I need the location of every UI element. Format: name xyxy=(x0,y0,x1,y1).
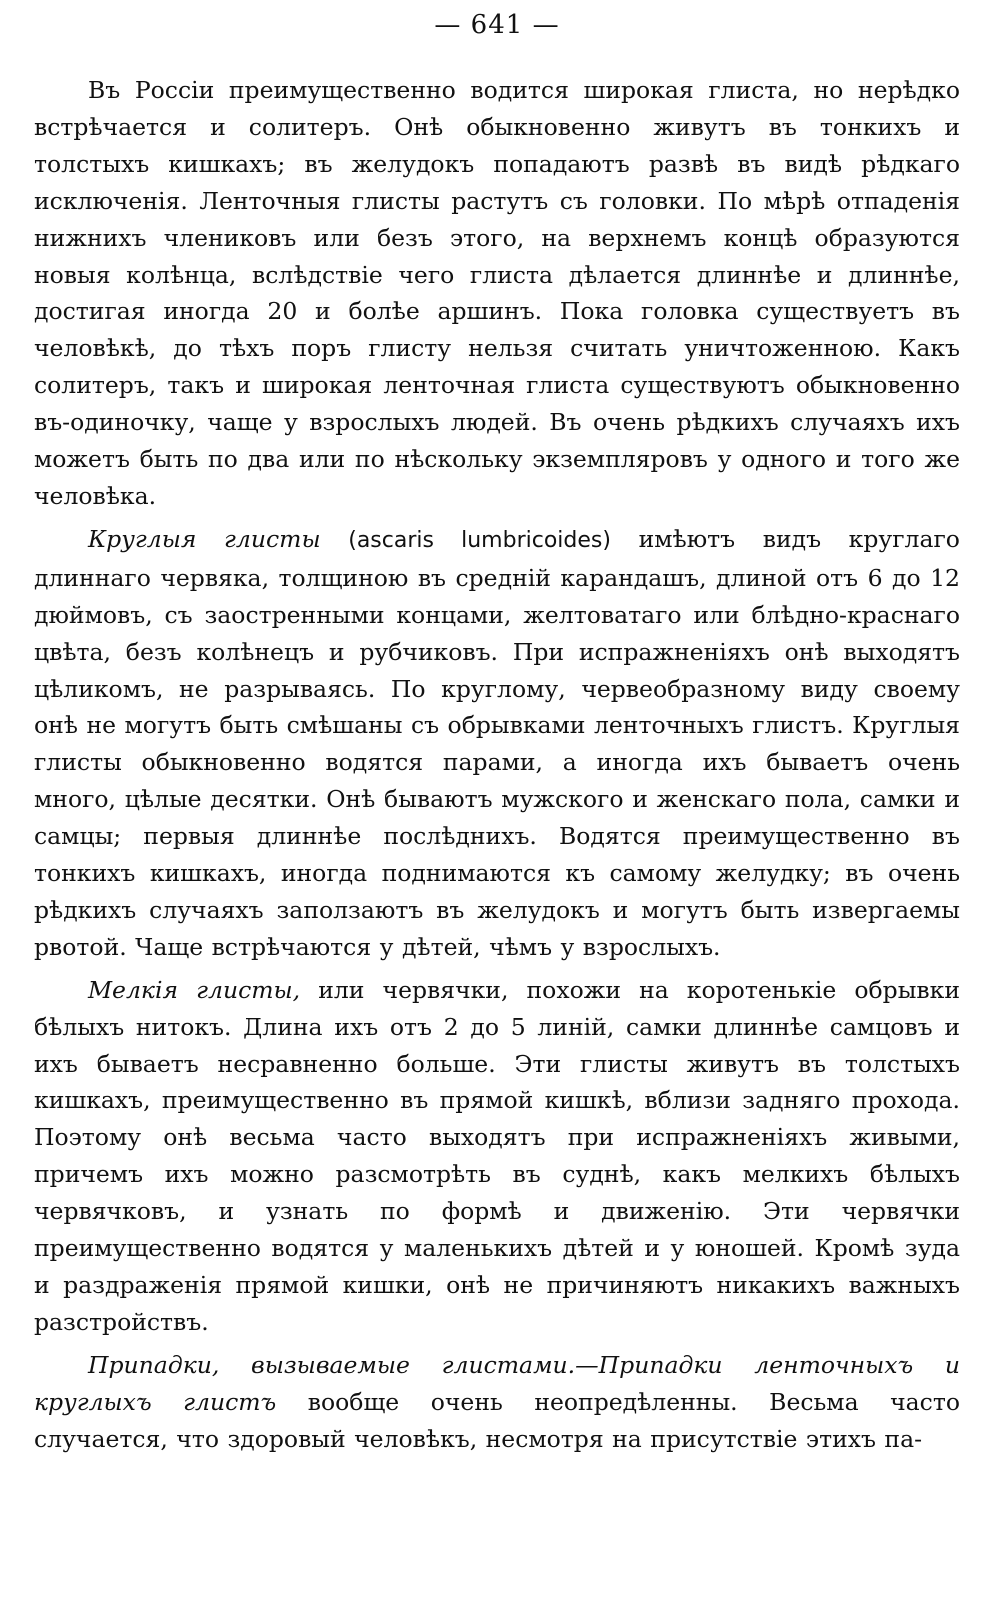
body-text xyxy=(34,72,960,1464)
paragraph-tapeworms xyxy=(34,72,960,515)
paragraph-symptoms xyxy=(34,1347,960,1458)
paragraph-text: или червячки, похожи на коротенькіе обрывки бѣлыхъ нитокъ. Длина ихъ отъ 2 до 5 линій, самки длиннѣе самцовъ и ихъ бываетъ несравненно больше. Эти глисты живутъ въ толстыхъ кишкахъ, преимущественно въ прямой кишкѣ, вблизи задняго прохода. Поэтому онѣ весьма часто выходятъ при испражненіяхъ живыми, причемъ ихъ можно разсмотрѣть въ суднѣ, какъ мелкихъ бѣлыхъ червячковъ, и узнать по формѣ и движенію. Эти червячки преимущественно водятся у маленькихъ дѣтей и у юношей. Кромѣ зуда и раздраженія прямой кишки, онѣ не причиняютъ никакихъ важныхъ разстройствъ. xyxy=(34,975,960,1336)
paragraph-text: имѣютъ видъ круглаго длиннаго червяка, толщиною въ средній карандашъ, длиной отъ 6 до 12 дюймовъ, съ заостренными концами, желтоватаго или блѣдно-краснаго цвѣта, безъ колѣнецъ и рубчиковъ. При испражненіяхъ онѣ выходятъ цѣликомъ, не разрываясь. По круглому, червеобразному виду своему онѣ не могутъ быть смѣшаны съ обрывками ленточныхъ глистъ. Круглыя глисты обыкновенно водятся парами, а иногда ихъ бываетъ очень много, цѣлые десятки. Онѣ бываютъ мужского и женскаго пола, самки и самцы; первыя длиннѣе послѣднихъ. Водятся преимущественно въ тонкихъ кишкахъ, иногда поднимаются къ самому желудку; въ очень рѣдкихъ случаяхъ заползаютъ въ желудокъ и могутъ быть извергаемы рвотой. Чаще встрѣчаются у дѣтей, чѣмъ у взрослыхъ. xyxy=(34,524,960,961)
paragraph-pinworms xyxy=(34,972,960,1341)
term-pinworms: Мелкія глисты, xyxy=(88,975,301,1004)
paragraph-roundworms xyxy=(34,521,960,966)
book-page xyxy=(34,0,960,1600)
page-number: — 641 — xyxy=(434,10,560,40)
paragraph-text: вообще очень неопредѣленны. Весьма часто случается, что здоровый человѣкъ, несмотря на присутствіе этихъ па- xyxy=(34,1387,960,1453)
paragraph-text: Въ Россіи преимущественно водится широкая глиста, но нерѣдко встрѣчается и солитеръ. Онѣ обыкновенно живутъ въ тонкихъ и толстыхъ кишкахъ; въ желудокъ попадаютъ развѣ въ видѣ рѣдкаго исключенія. Ленточныя глисты растутъ съ головки. По мѣрѣ отпаденія нижнихъ члениковъ или безъ этого, на верхнемъ концѣ образуются новыя колѣнца, вслѣдствіе чего глиста дѣлается длиннѣе и длиннѣе, достигая иногда 20 и болѣе аршинъ. Пока головка существуетъ въ человѣкѣ, до тѣхъ поръ глисту нельзя считать уничтоженною. Какъ солитеръ, такъ и широкая ленточная глиста существуютъ обыкновенно въ-одиночку, чаще у взрослыхъ людей. Въ очень рѣдкихъ случаяхъ ихъ можетъ быть по два или по нѣскольку экземпляровъ у одного и того же человѣка. xyxy=(34,76,960,510)
latin-name: (ascaris lumbricoides) xyxy=(348,527,611,553)
term-symptoms: Припадки, вызываемые глистами.—Припадки ленточныхъ и круглыхъ глистъ xyxy=(34,1350,960,1416)
term-roundworms: Круглыя глисты xyxy=(88,524,321,553)
